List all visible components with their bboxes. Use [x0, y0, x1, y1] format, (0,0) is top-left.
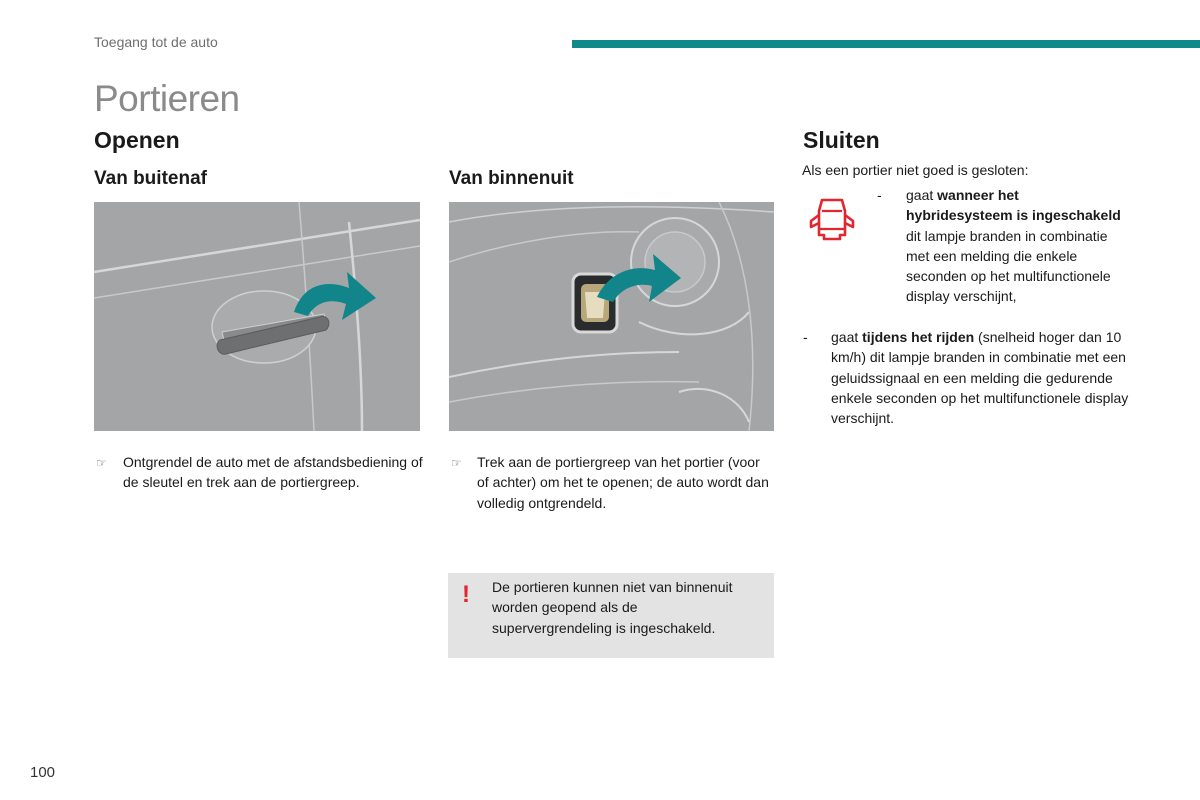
sluiten-intro: Als een portier niet goed is gesloten:	[802, 162, 1029, 178]
item-text-post: dit lampje branden in combinatie met een melding die enkele seconden op het multifunctionele display verschijnt,	[906, 227, 1111, 305]
list-item-dash: -	[803, 329, 808, 345]
section-label: Toegang tot de auto	[94, 34, 218, 50]
sluiten-heading: Sluiten	[803, 127, 880, 153]
open-door-warning-lamp-icon	[809, 193, 855, 243]
interior-door-handle-illustration	[449, 202, 774, 431]
item-text-bold: tijdens het rijden	[862, 329, 975, 345]
inside-instruction: Trek aan de portiergreep van het portier (voor of achter) om het te openen; de auto wordt dan volledig ontgrendeld.	[477, 454, 769, 511]
outside-instruction: Ontgrendel de auto met de afstandsbediening of de sleutel en trek aan de portiergreep.	[123, 454, 423, 491]
item-text-bold: wanneer het hybridesysteem is ingeschakeld	[906, 187, 1121, 224]
outside-heading: Van buitenaf	[94, 168, 207, 189]
note-text: De portieren kunnen niet van binnenuit worden geopend als de supervergrendeling is ingeschakeld.	[492, 579, 733, 636]
openen-heading: Openen	[94, 127, 180, 153]
list-item	[906, 185, 1128, 307]
list-item	[831, 327, 1129, 428]
pointing-hand-icon: ☞	[451, 456, 462, 470]
exterior-door-handle-illustration	[94, 202, 420, 431]
page-title: Portieren	[94, 78, 240, 119]
page-number: 100	[30, 764, 56, 781]
item-text-post: (snelheid hoger dan 10 km/h) dit lampje branden in combinatie met een geluidssignaal en een melding die gedurende enkele seconden op het multifunctionele display verschijnt.	[831, 329, 1129, 427]
list-item-dash: -	[877, 187, 882, 203]
item-text-pre: gaat	[831, 329, 863, 345]
header-accent-rule	[572, 40, 1200, 48]
pointing-hand-icon: ☞	[96, 456, 107, 470]
exclamation-warning-icon: !	[462, 581, 470, 608]
item-text-pre: gaat	[906, 187, 938, 203]
inside-heading: Van binnenuit	[449, 168, 574, 189]
